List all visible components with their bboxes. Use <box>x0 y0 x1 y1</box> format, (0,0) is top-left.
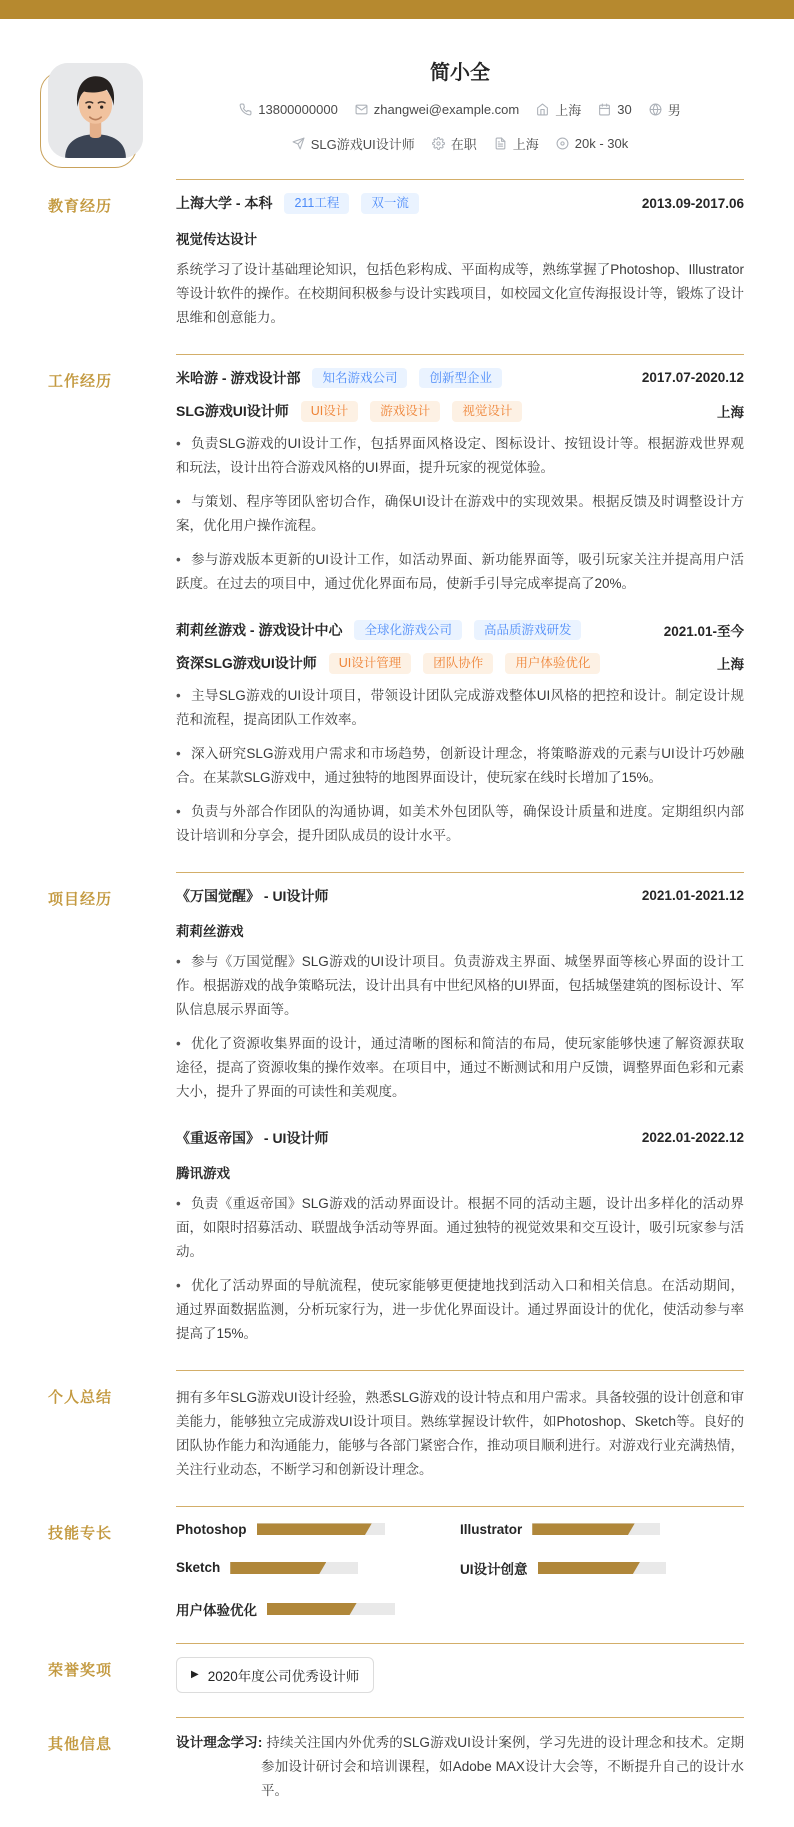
project-bullet: • 负责《重返帝国》SLG游戏的活动界面设计。根据不同的活动主题，设计出多样化的活动界面，如限时招募活动、联盟战争活动等界面。通过独特的视觉效果和交互设计，吸引玩家参与活动。 <box>176 1192 744 1264</box>
section-work <box>0 355 794 872</box>
skill-bar <box>532 1523 660 1535</box>
skill-bar-fill <box>230 1562 326 1574</box>
education-description: 系统学习了设计基础理论知识，包括色彩构成、平面构成等，熟练掌握了Photoshop、Illustrator等设计软件的操作。在校期间积极参与设计实践项目，如校园文化宣传海报设计等，锻炼了设计思维和创意能力。 <box>176 261 744 325</box>
project-bullet: • 参与《万国觉醒》SLG游戏的UI设计项目。负责游戏主界面、城堡界面等核心界面的设计工作。根据游戏的战争策略玩法，设计出具有中世纪风格的UI界面，包括城堡建筑的图标设计、军队信息展示界面等。 <box>176 950 744 1022</box>
award-text: 2020年度公司优秀设计师 <box>207 1668 360 1684</box>
work-bullet: • 与策划、程序等团队密切合作，确保UI设计在游戏中的实现效果。根据反馈及时调整设计方案，优化用户操作流程。 <box>176 490 744 538</box>
job-icon <box>292 137 305 150</box>
work-date: 2021.01-至今 <box>663 623 744 639</box>
role-tag: 游戏设计 <box>370 401 440 422</box>
project-date: 2022.01-2022.12 <box>641 1130 744 1146</box>
work-bullet: • 负责SLG游戏的UI设计工作，包括界面风格设定、图标设计、按钮设计等。根据游戏世界观和玩法，设计出符合游戏风格的UI界面，提升玩家的视觉体验。 <box>176 432 744 480</box>
contact-home <box>536 100 581 119</box>
work-entry <box>176 368 744 596</box>
work-role-row <box>176 653 744 674</box>
skill-item <box>176 1558 460 1578</box>
contact-age-text: 30 <box>617 102 632 117</box>
project-title: 《万国觉醒》 - UI设计师 <box>176 887 329 904</box>
project-bullet: • 优化了活动界面的导航流程，使玩家能够更便捷地找到活动入口和相关信息。在活动期间，通过界面数据监测，分析玩家行为，进一步优化界面设计。通过界面设计的优化，使活动参与率提高了15%。 <box>176 1274 744 1346</box>
contact-salary <box>556 136 628 151</box>
project-entry <box>176 886 744 1104</box>
skill-item <box>460 1522 744 1537</box>
company-name: 米哈游 - 游戏设计部 <box>176 369 301 386</box>
work-bullet: • 深入研究SLG游戏用户需求和市场趋势，创新设计理念，将策略游戏的元素与UI设计巧妙融合。在某款SLG游戏中，通过独特的地图界面设计，使玩家在线时长增加了15%。 <box>176 742 744 790</box>
role-tag: UI设计管理 <box>329 653 412 674</box>
skill-bar-fill <box>532 1523 634 1535</box>
skill-bar-fill <box>538 1562 640 1574</box>
contact-status <box>432 134 477 153</box>
age-icon <box>598 103 611 116</box>
skill-bar <box>267 1603 395 1615</box>
contact-row-1 <box>176 100 744 119</box>
project-entry <box>176 1128 744 1346</box>
skill-name: Sketch <box>176 1560 221 1576</box>
contact-gender <box>649 100 681 119</box>
skill-name: UI设计创意 <box>460 1561 528 1577</box>
gender-icon <box>649 103 662 116</box>
project-title: 《重返帝国》 - UI设计师 <box>176 1129 329 1146</box>
skill-name: Illustrator <box>460 1521 523 1537</box>
contact-home-text: 上海 <box>555 103 582 118</box>
company-tag: 知名游戏公司 <box>312 368 407 389</box>
work-company-row <box>176 620 744 641</box>
award-chip[interactable] <box>176 1657 374 1693</box>
section-label-work: 工作经历 <box>48 372 113 390</box>
company-tag: 全球化游戏公司 <box>354 620 462 641</box>
avatar <box>48 63 143 158</box>
school-name: 上海大学 - 本科 <box>176 195 273 212</box>
contact-phone <box>239 102 338 117</box>
section-label-summary: 个人总结 <box>48 1388 113 1406</box>
role-name: SLG游戏UI设计师 <box>176 403 289 420</box>
phone-icon <box>239 103 252 116</box>
work-company-row <box>176 368 744 389</box>
role-tag: 团队协作 <box>423 653 493 674</box>
contact-target-job <box>292 134 415 153</box>
top-accent-bar <box>0 0 794 19</box>
other-info <box>176 1731 744 1803</box>
summary-text: 拥有多年SLG游戏UI设计经验，熟悉SLG游戏的设计特点和用户需求。具备较强的设计创意和审美能力，能够独立完成游戏UI设计项目。熟练掌握设计软件，如Photoshop、Sketch等。良好的团队协作能力和沟通能力，能够与各部门紧密合作，推动项目顺利进行。对游戏行业充满热情，关注行业动态，不断学习和创新设计理念。 <box>176 1389 744 1477</box>
work-location: 上海 <box>717 657 744 673</box>
project-title-row <box>176 1128 744 1148</box>
project-company: 莉莉丝游戏 <box>176 923 244 939</box>
contact-target-job-text: SLG游戏UI设计师 <box>310 137 415 152</box>
city-icon <box>494 137 507 150</box>
mail-icon <box>355 103 368 116</box>
skills-grid <box>176 1520 744 1619</box>
skill-bar-fill <box>257 1523 372 1535</box>
section-label-awards: 荣誉奖项 <box>48 1661 113 1679</box>
role-tag: UI设计 <box>301 401 359 422</box>
skill-item <box>176 1522 460 1537</box>
section-label-other: 其他信息 <box>48 1735 113 1753</box>
skill-bar-fill <box>267 1603 357 1615</box>
company-tag: 创新型企业 <box>419 368 502 389</box>
work-bullet: • 参与游戏版本更新的UI设计工作，如活动界面、新功能界面等，吸引玩家关注并提高用户活跃度。在过去的项目中，通过优化界面布局，使新手引导完成率提高了20%。 <box>176 548 744 596</box>
contact-phone-text: 13800000000 <box>258 102 338 117</box>
play-icon: ▶ <box>191 1668 199 1680</box>
work-bullet: • 主导SLG游戏的UI设计项目，带领设计团队完成游戏整体UI风格的把控和设计。制定设计规范和流程，提高团队工作效率。 <box>176 684 744 732</box>
section-label-skills: 技能专长 <box>48 1524 113 1542</box>
section-label-education: 教育经历 <box>48 198 113 215</box>
project-bullet: • 优化了资源收集界面的设计，通过清晰的图标和简洁的布局，使玩家能够快速了解资源获取途径，提高了资源收集的操作效率。在项目中，通过不断测试和用户反馈，调整界面色彩和元素大小，提升了界面的可读性和美观度。 <box>176 1032 744 1104</box>
contact-salary-text: 20k - 30k <box>574 136 629 151</box>
education-tag: 211工程 <box>284 193 349 214</box>
avatar-photo <box>48 63 143 158</box>
other-info-title: 设计理念学习: <box>176 1734 263 1750</box>
contact-city-text: 上海 <box>512 137 539 152</box>
contact-city <box>494 134 539 153</box>
candidate-name: 简小全 <box>430 62 490 84</box>
company-name: 莉莉丝游戏 - 游戏设计中心 <box>176 621 343 638</box>
section-projects <box>0 873 794 1370</box>
contact-row-2 <box>176 134 744 153</box>
work-role-row <box>176 401 744 422</box>
contact-age <box>598 102 631 117</box>
contact-email <box>355 102 519 117</box>
project-company: 腾讯游戏 <box>176 1165 230 1181</box>
role-tag: 用户体验优化 <box>505 653 600 674</box>
skill-bar <box>538 1562 666 1574</box>
education-title-row <box>176 193 744 214</box>
section-summary <box>0 1371 794 1506</box>
work-bullet: • 负责与外部合作团队的沟通协调，如美术外包团队等，确保设计质量和进度。定期组织内部设计培训和分享会，提升团队成员的设计水平。 <box>176 800 744 848</box>
work-date: 2017.07-2020.12 <box>641 370 744 386</box>
section-education <box>0 180 794 354</box>
work-entry <box>176 620 744 848</box>
contact-email-text: zhangwei@example.com <box>373 102 520 117</box>
resume-header <box>0 19 794 179</box>
avatar-illustration <box>48 63 143 158</box>
salary-icon <box>556 137 569 150</box>
education-major: 视觉传达设计 <box>176 231 257 247</box>
status-icon <box>432 137 445 150</box>
skill-name: 用户体验优化 <box>176 1602 257 1618</box>
section-label-projects: 项目经历 <box>48 890 113 908</box>
skill-bar <box>257 1523 385 1535</box>
project-date: 2021.01-2021.12 <box>641 888 744 904</box>
skill-item <box>460 1558 744 1578</box>
section-awards <box>0 1644 794 1717</box>
skill-name: Photoshop <box>176 1521 247 1537</box>
skill-bar <box>230 1562 358 1574</box>
company-tag: 高品质游戏研发 <box>474 620 582 641</box>
home-icon <box>536 103 549 116</box>
project-title-row <box>176 886 744 906</box>
section-other <box>0 1718 794 1827</box>
skill-item <box>176 1599 460 1619</box>
contact-gender-text: 男 <box>667 103 681 118</box>
education-tag: 双一流 <box>361 193 419 214</box>
work-location: 上海 <box>717 405 744 421</box>
role-name: 资深SLG游戏UI设计师 <box>176 655 317 672</box>
education-date: 2013.09-2017.06 <box>641 195 744 211</box>
section-skills <box>0 1507 794 1643</box>
other-info-text: 持续关注国内外优秀的SLG游戏UI设计案例，学习先进的设计理念和技术。定期参加设计研讨会和培训课程，如Adobe MAX设计大会等，不断提升自己的设计水平。 <box>261 1734 744 1799</box>
role-tag: 视觉设计 <box>452 401 522 422</box>
contact-status-text: 在职 <box>450 137 477 152</box>
